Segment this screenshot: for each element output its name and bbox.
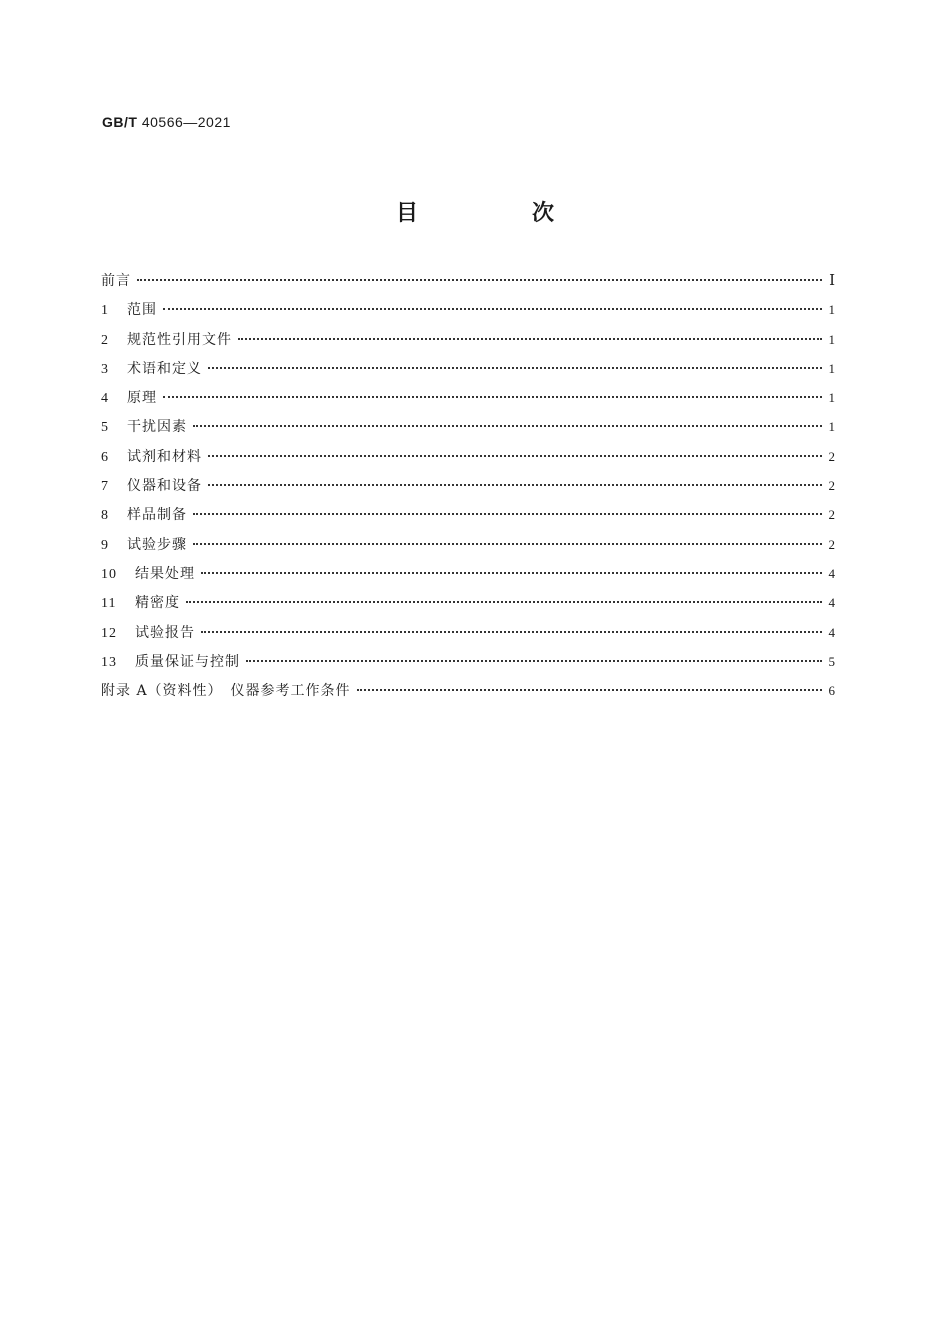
toc-entry-12[interactable] [101,622,836,651]
toc-entry-label: 前言 [101,273,131,289]
standard-number: 40566—2021 [141,114,231,130]
toc-entry-number: 11 [101,596,117,612]
toc-entry-10[interactable] [101,563,836,592]
toc-entry-6[interactable] [101,446,836,475]
toc-entry-number: 6 [101,449,109,465]
toc-entry-label: 试验报告 [135,624,195,641]
page-title: 目 次 [395,201,600,226]
toc-entry-5[interactable] [101,416,836,445]
toc-entry-number: 12 [101,625,117,641]
dot-leader [193,543,822,545]
toc-entry-11[interactable] [101,592,836,621]
toc-entry-number: 5 [101,420,109,436]
toc-entry-label: 原理 [127,390,157,407]
toc-entry-page: 2 [828,536,836,552]
toc-entry-13[interactable] [101,651,836,680]
toc-entry-8[interactable] [101,504,836,533]
toc-entry-page: 1 [828,331,836,347]
toc-entry-7[interactable] [101,475,836,504]
toc-entry-page: 2 [828,507,836,523]
standard-prefix: GB/T [102,114,138,130]
toc-entry-label: 结果处理 [135,565,195,582]
toc-entry-page: 1 [828,419,836,435]
toc-entry-page: 6 [828,683,836,699]
toc-entry-label: 仪器和设备 [127,478,202,495]
dot-leader [163,308,822,310]
toc-entry-label: 术语和定义 [127,360,202,377]
dot-leader [163,396,822,398]
toc-entry-number: 2 [101,332,109,348]
toc-entry-number: 3 [101,361,109,377]
toc-entry-label: 试剂和材料 [127,448,202,465]
toc-entry-page: 2 [828,478,836,494]
dot-leader [238,338,822,340]
dot-leader [137,279,822,281]
toc-entry-number: 8 [101,508,109,524]
dot-leader [186,601,822,603]
dot-leader [201,631,822,633]
dot-leader [208,484,822,486]
toc-entry-page: 1 [828,302,836,318]
dot-leader [201,572,822,574]
toc-entry-page: 1 [828,360,836,376]
toc-entry-page: 1 [828,390,836,406]
dot-leader [208,455,822,457]
toc-entry-preface[interactable] [101,270,836,299]
dot-leader [357,689,822,691]
toc-entry-number: 7 [101,479,109,495]
document-code [102,114,231,130]
toc-entry-9[interactable] [101,534,836,563]
toc-entry-label: 干扰因素 [127,419,187,436]
dot-leader [193,513,822,515]
toc-entry-page: 2 [828,448,836,464]
toc-entry-page: Ⅰ [829,273,836,289]
toc-entry-3[interactable] [101,358,836,387]
toc-entry-page: 4 [828,624,836,640]
toc-entry-page: 5 [828,653,836,669]
dot-leader [193,425,822,427]
toc-entry-page: 4 [828,565,836,581]
toc-entry-number: 4 [101,391,109,407]
toc-entry-number: 13 [101,654,117,670]
toc-entry-number: 1 [101,303,109,319]
dot-leader [208,367,822,369]
toc-entry-2[interactable] [101,329,836,358]
table-of-contents [101,270,836,709]
toc-entry-label: 样品制备 [127,507,187,524]
dot-leader [246,660,822,662]
toc-entry-appendix-a[interactable] [101,680,836,709]
toc-entry-label: 试验步骤 [127,536,187,553]
toc-entry-label: 附录 A（资料性） 仪器参考工作条件 [101,683,351,700]
toc-entry-label: 精密度 [135,595,180,612]
toc-entry-number: 9 [101,537,109,553]
toc-entry-label: 规范性引用文件 [127,331,232,348]
toc-entry-4[interactable] [101,387,836,416]
toc-entry-label: 范围 [127,302,157,319]
toc-entry-page: 4 [828,595,836,611]
toc-entry-1[interactable] [101,299,836,328]
toc-entry-label: 质量保证与控制 [135,653,240,670]
toc-entry-number: 10 [101,566,117,582]
